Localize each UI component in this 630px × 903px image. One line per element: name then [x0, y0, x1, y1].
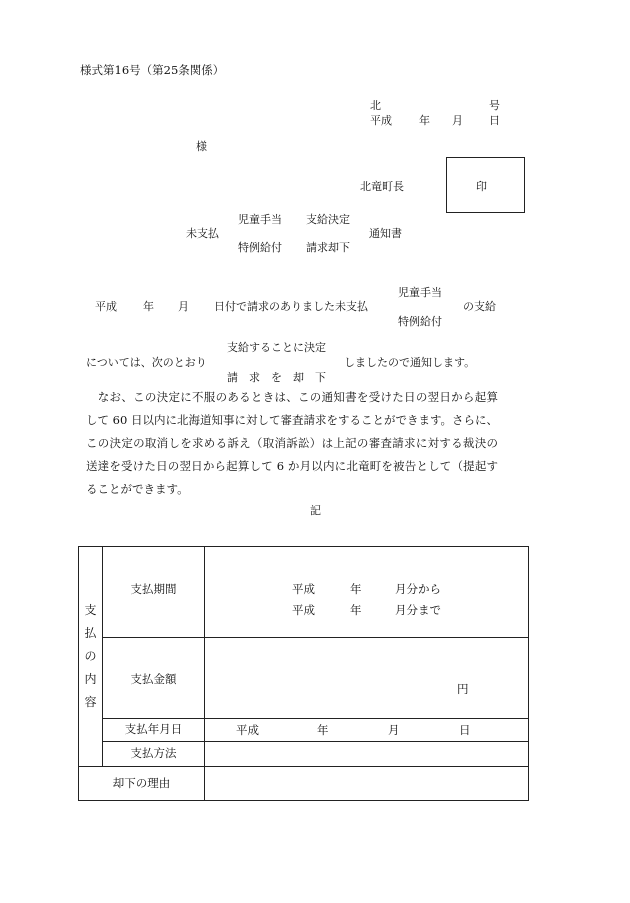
notice-paragraph-line: なお、この決定に不服のあるときは、この通知書を受けた日の翌日から起算 — [86, 390, 498, 404]
period-from-year: 年 — [350, 582, 362, 596]
title-option-special-benefit: 特例給付 — [238, 241, 282, 254]
period-to-year: 年 — [350, 603, 362, 617]
body-line1-text: 日付で請求のありました未支払 — [214, 300, 368, 313]
payment-date-day: 日 — [459, 723, 471, 737]
payment-content-label-char: の — [84, 649, 97, 663]
body-line2-prefix: については、次のとおり — [86, 356, 207, 369]
title-option-child-allowance: 児童手当 — [238, 213, 282, 226]
period-from-era: 平成 — [292, 582, 315, 596]
payment-date-label: 支払年月日 — [103, 719, 205, 742]
issue-date-era: 平成 — [370, 114, 392, 127]
body-line1-month: 月 — [178, 300, 189, 313]
notice-paragraph-line: して 60 日以内に北海道知事に対して審査請求をすることができます。さらに、 — [86, 413, 499, 427]
period-to-era: 平成 — [292, 603, 315, 617]
title-option-claim-rejection: 請求却下 — [306, 241, 350, 254]
title-suffix: 通知書 — [369, 227, 402, 240]
issue-date-day: 日 — [489, 114, 500, 127]
issue-date-year: 年 — [419, 114, 430, 127]
ki-heading: 記 — [310, 504, 321, 517]
reject-reason-label: 却下の理由 — [79, 767, 205, 801]
payment-period-label: 支払期間 — [103, 547, 205, 638]
payment-content-label — [79, 547, 103, 767]
body-option-reject: 請 求 を 却 下 — [227, 371, 326, 384]
body-option-child-allowance: 児童手当 — [398, 286, 442, 299]
payment-method-cell — [205, 742, 529, 767]
payment-date-year: 年 — [317, 723, 329, 737]
form-number: 様式第16号（第25条関係） — [80, 63, 225, 77]
doc-number-suffix: 号 — [489, 99, 500, 112]
payment-amount-cell — [205, 638, 529, 719]
body-option-decide-pay: 支給することに決定 — [227, 341, 326, 354]
payment-period-cell — [205, 547, 529, 638]
notice-paragraph-line: 送達を受けた日の翌日から起算して 6 か月以内に北竜町を被告として（提起す — [86, 459, 498, 473]
period-to-month: 月分まで — [395, 603, 441, 617]
title-prefix: 未支払 — [186, 227, 219, 240]
payment-date-era: 平成 — [236, 723, 259, 737]
body-option-special-benefit: 特例給付 — [398, 315, 442, 328]
doc-number-prefix: 北 — [370, 99, 381, 112]
issue-date-month: 月 — [452, 114, 463, 127]
payment-content-label-char: 容 — [84, 695, 97, 709]
title-option-payment-decision: 支給決定 — [306, 213, 350, 226]
payment-amount-label: 支払金額 — [103, 638, 205, 719]
payment-content-label-char: 払 — [84, 626, 97, 640]
seal-label: 印 — [476, 180, 487, 193]
payment-method-label: 支払方法 — [103, 742, 205, 767]
issuer-name: 北竜町長 — [360, 180, 404, 193]
period-from-month: 月分から — [395, 582, 441, 596]
body-line1-era: 平成 — [95, 300, 117, 313]
payment-details-table — [78, 546, 529, 801]
payment-content-label-char: 内 — [84, 672, 97, 686]
payment-date-cell — [205, 719, 529, 742]
body-line1-suffix: の支給 — [463, 300, 496, 313]
notice-paragraph-line: ることができます。 — [86, 482, 189, 496]
reject-reason-cell — [205, 767, 529, 801]
notice-paragraph-line: この決定の取消しを求める訴え（取消訴訟）は上記の審査請求に対する裁決の — [86, 436, 498, 450]
payment-date-month: 月 — [388, 723, 400, 737]
body-line1-year: 年 — [143, 300, 154, 313]
payment-content-label-char: 支 — [84, 603, 97, 617]
addressee-honorific: 様 — [196, 140, 207, 153]
payment-amount-unit: 円 — [457, 682, 469, 696]
body-line2-suffix: しましたので通知します。 — [344, 356, 476, 369]
